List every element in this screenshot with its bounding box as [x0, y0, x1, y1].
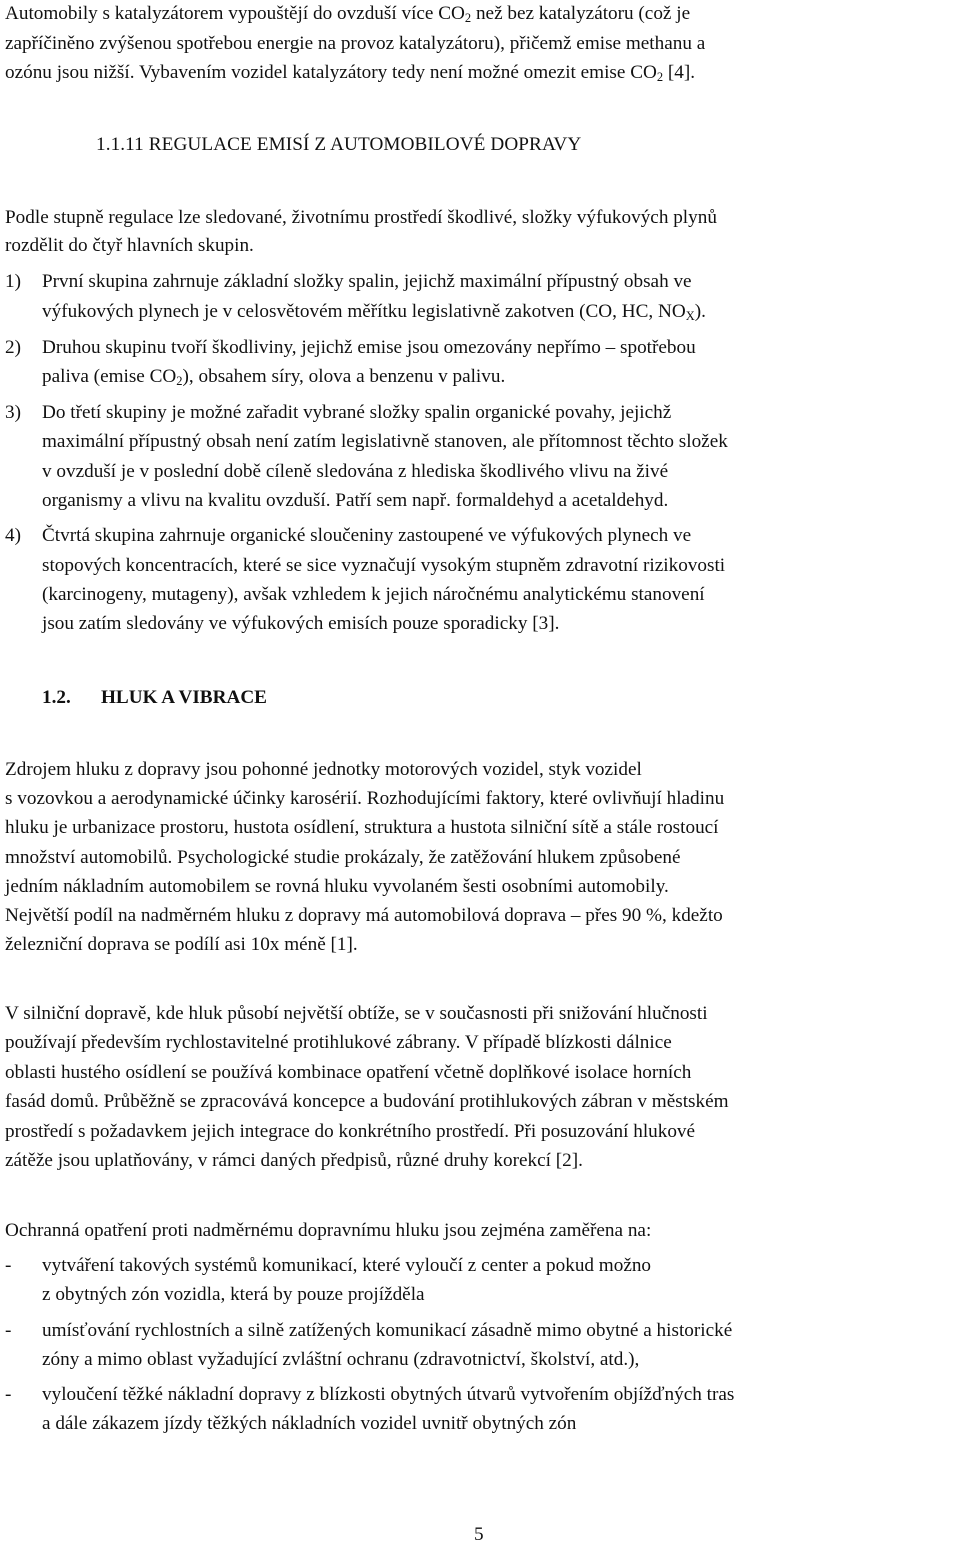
intro-line-1-text: Automobily s katalyzátorem vypouštějí do ovzduší více CO: [5, 3, 465, 24]
list-item-3-line-3: v ovzduší je v poslední době cíleně sledována z hlediska škodlivého vlivu na živé: [42, 461, 669, 482]
section-heading-hluk: HLUK A VIBRACE: [101, 687, 267, 708]
hluk-paragraph-2-line-4: fasád domů. Průběžně se zpracovává koncepce a budování protihlukových zábran v městském: [5, 1091, 729, 1112]
list-item-3-line-2: maximální přípustný obsah není zatím legislativně stanoven, ale přítomnost těchto složek: [42, 431, 728, 452]
list-item-4-line-3: (karcinogeny, mutageny), avšak vzhledem k jejich náročnému analytickému stanovení: [42, 584, 705, 605]
bullet-3-line-2: a dále zákazem jízdy těžkých nákladních vozidel uvnitř obytných zón: [42, 1413, 577, 1434]
list-item-3-line-1: Do třetí skupiny je možné zařadit vybrané složky spalin organické povahy, jejichž: [42, 402, 672, 423]
list-item-4-line-1: Čtvrtá skupina zahrnuje organické sloučeniny zastoupené ve výfukových plynech ve: [42, 525, 692, 546]
hluk-paragraph-2-line-1: V silniční dopravě, kde hluk působí největší obtíže, se v současnosti při snižování hlučnosti: [5, 1003, 708, 1024]
bullet-dash: -: [5, 1255, 12, 1276]
list-item-4-line-4: jsou zatím sledovány ve výfukových emisích pouze sporadicky [3].: [42, 613, 560, 634]
list-item-1-line-2-text: výfukových plynech je v celosvětovém měřítku legislativně zakotven (CO, HC, NO: [42, 301, 686, 322]
regulace-paragraph-line-2: rozdělit do čtyř hlavních skupin.: [5, 235, 254, 256]
hluk-paragraph-1-line-3: hluku je urbanizace prostoru, hustota osídlení, struktura a hustota silniční sítě a stále rostoucí: [5, 817, 719, 838]
intro-line-3-tail: [4].: [663, 62, 696, 83]
hluk-paragraph-2-line-2: používají především rychlostavitelné protihlukové zábrany. V případě blízkosti dálnice: [5, 1032, 672, 1053]
section-heading-regulace: 1.1.11 REGULACE EMISÍ Z AUTOMOBILOVÉ DOPRAVY: [96, 134, 582, 155]
nox-subscript: X: [685, 309, 695, 323]
intro-line-2: zapříčiněno zvýšenou spotřebou energie na provoz katalyzátoru), přičemž emise methanu a: [5, 33, 706, 54]
list-item-2-line-1: Druhou skupinu tvoří škodliviny, jejichž emise jsou omezovány nepřímo – spotřebou: [42, 337, 696, 358]
intro-line-1-tail: než bez katalyzátoru (což je: [471, 3, 691, 24]
list-item-1-line-2-tail: ).: [694, 301, 706, 322]
bullet-1-line-1: vytváření takových systémů komunikací, které vyloučí z center a pokud možno: [42, 1255, 652, 1276]
intro-line-1: [5, 4, 690, 25]
bullet-1-line-2: z obytných zón vozidla, která by pouze projížděla: [42, 1284, 425, 1305]
list-item-1-line-2: [42, 302, 706, 323]
section-number: 1.2.: [42, 687, 71, 708]
co2-subscript: 2: [656, 70, 664, 84]
list-item-number: 4): [5, 525, 21, 546]
list-item-1-line-1: První skupina zahrnuje základní složky spalin, jejichž maximální přípustný obsah ve: [42, 271, 692, 292]
bullet-3-line-1: vyloučení těžké nákladní dopravy z blízkosti obytných útvarů vytvořením objížďných tras: [42, 1384, 735, 1405]
ochranna-opatreni-intro: Ochranná opatření proti nadměrnému dopravnímu hluku jsou zejména zaměřena na:: [5, 1220, 652, 1241]
hluk-paragraph-1-line-7: železniční doprava se podílí asi 10x méně [1].: [5, 934, 358, 955]
bullet-dash: -: [5, 1384, 12, 1405]
hluk-paragraph-2-line-6: zátěže jsou uplatňovány, v rámci daných předpisů, různé druhy korekcí [2].: [5, 1150, 583, 1171]
intro-line-3-text: ozónu jsou nižší. Vybavením vozidel katalyzátory tedy není možné omezit emise CO: [5, 62, 657, 83]
co2-subscript: 2: [464, 11, 472, 25]
bullet-dash: -: [5, 1320, 12, 1341]
intro-line-3: [5, 63, 695, 84]
co2-subscript: 2: [176, 374, 183, 388]
list-item-4-line-2: stopových koncentracích, které se sice vyznačují vysokým stupněm zdravotní rizikovosti: [42, 555, 726, 576]
hluk-paragraph-2-line-3: oblasti hustého osídlení se používá kombinace opatření včetně doplňkové isolace horních: [5, 1062, 692, 1083]
list-item-number: 2): [5, 337, 21, 358]
list-item-2-line-2: [42, 367, 505, 388]
hluk-paragraph-1-line-5: jedním nákladním automobilem se rovná hluku vyvolaném šesti osobními automobily.: [5, 876, 669, 897]
list-item-2-line-2-tail: ), obsahem síry, olova a benzenu v palivu.: [182, 366, 506, 387]
bullet-2-line-1: umísťování rychlostních a silně zatížených komunikací zásadně mimo obytné a historické: [42, 1320, 733, 1341]
hluk-paragraph-1-line-4: množství automobilů. Psychologické studie prokázaly, že zatěžování hlukem způsobené: [5, 847, 681, 868]
list-item-2-line-2-text: paliva (emise CO: [42, 366, 177, 387]
hluk-paragraph-1-line-2: s vozovkou a aerodynamické účinky karosérií. Rozhodujícími faktory, které ovlivňují hladinu: [5, 788, 725, 809]
list-item-3-line-4: organismy a vlivu na kvalitu ovzduší. Patří sem např. formaldehyd a acetaldehyd.: [42, 490, 669, 511]
hluk-paragraph-1-line-6: Největší podíl na nadměrném hluku z dopravy má automobilová doprava – přes 90 %, kdežto: [5, 905, 723, 926]
hluk-paragraph-1-line-1: Zdrojem hluku z dopravy jsou pohonné jednotky motorových vozidel, styk vozidel: [5, 759, 642, 780]
regulace-paragraph-line-1: Podle stupně regulace lze sledované, životnímu prostředí škodlivé, složky výfukových plynů: [5, 207, 717, 228]
page-number: 5: [474, 1524, 484, 1545]
hluk-paragraph-2-line-5: prostředí s požadavkem jejich integrace do konkrétního prostředí. Při posuzování hlukové: [5, 1121, 696, 1142]
list-item-number: 1): [5, 271, 21, 292]
bullet-2-line-2: zóny a mimo oblast vyžadující zvláštní ochranu (zdravotnictví, školství, atd.),: [42, 1349, 640, 1370]
list-item-number: 3): [5, 402, 21, 423]
